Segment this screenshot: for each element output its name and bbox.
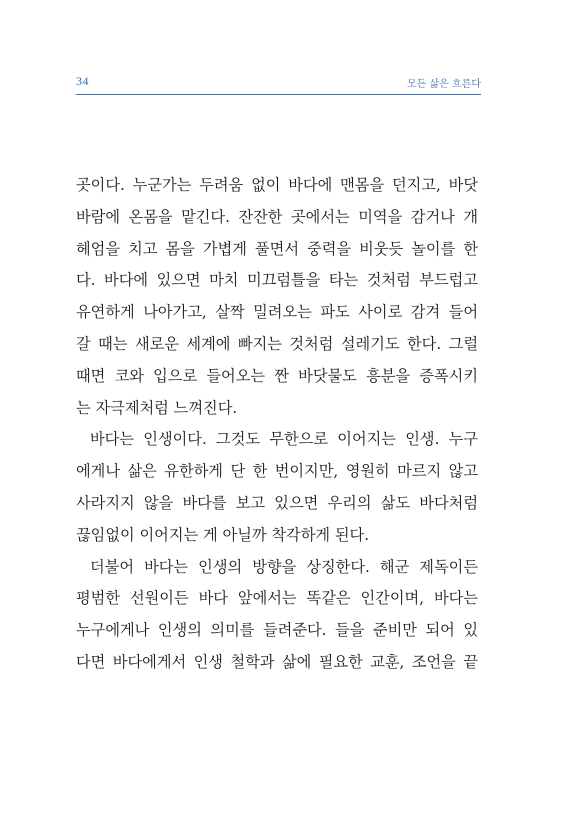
text-line: 끊임없이 이어지는 게 아닐까 착각하게 된다.	[76, 525, 370, 544]
paragraph-2	[76, 424, 478, 551]
text-line: 바다는 인생이다. 그것도 무한으로 이어지는 인생. 누구	[90, 430, 478, 449]
text-line: 에게나 삶은 유한하게 단 한 번이지만, 영원히 마르지 않고	[76, 462, 478, 481]
text-line: 헤엄을 치고 몸을 가볍게 풀면서 중력을 비웃듯 놀이를 한	[76, 239, 478, 258]
text-line: 평범한 선원이든 바다 앞에서는 똑같은 인간이며, 바다는	[76, 589, 478, 608]
text-line: 때면 코와 입으로 들어오는 짠 바닷물도 흥분을 증폭시키	[76, 366, 478, 385]
page-number: 34	[76, 74, 89, 88]
text-line: 사라지지 않을 바다를 보고 있으면 우리의 삶도 바다처럼	[76, 493, 478, 512]
paragraph-1	[76, 170, 478, 424]
text-line: 다. 바다에 있으면 마치 미끄럼틀을 타는 것처럼 부드럽고	[76, 271, 478, 290]
text-line: 유연하게 나아가고, 살짝 밀려오는 파도 사이로 감겨 들어	[76, 303, 478, 322]
text-line: 누구에게나 인생의 의미를 들려준다. 들을 준비만 되어 있	[76, 621, 478, 640]
paragraph-3	[76, 552, 478, 679]
running-title: 모든 삶은 흐른다	[407, 79, 481, 90]
text-line: 바람에 온몸을 맡긴다. 잔잔한 곳에서는 미역을 감거나 개	[76, 207, 478, 226]
text-line: 갈 때는 새로운 세계에 빠지는 것처럼 설레기도 한다. 그럴	[76, 334, 478, 353]
text-line: 는 자극제처럼 느껴진다.	[76, 398, 238, 417]
body-text	[76, 170, 478, 679]
text-line: 다면 바다에게서 인생 철학과 삶에 필요한 교훈, 조언을 끝	[76, 652, 478, 671]
page-header	[76, 74, 481, 94]
header-rule	[76, 94, 481, 95]
text-line: 더불어 바다는 인생의 방향을 상징한다. 해군 제독이든	[90, 557, 478, 576]
text-line: 곳이다. 누군가는 두려움 없이 바다에 맨몸을 던지고, 바닷	[76, 176, 478, 194]
